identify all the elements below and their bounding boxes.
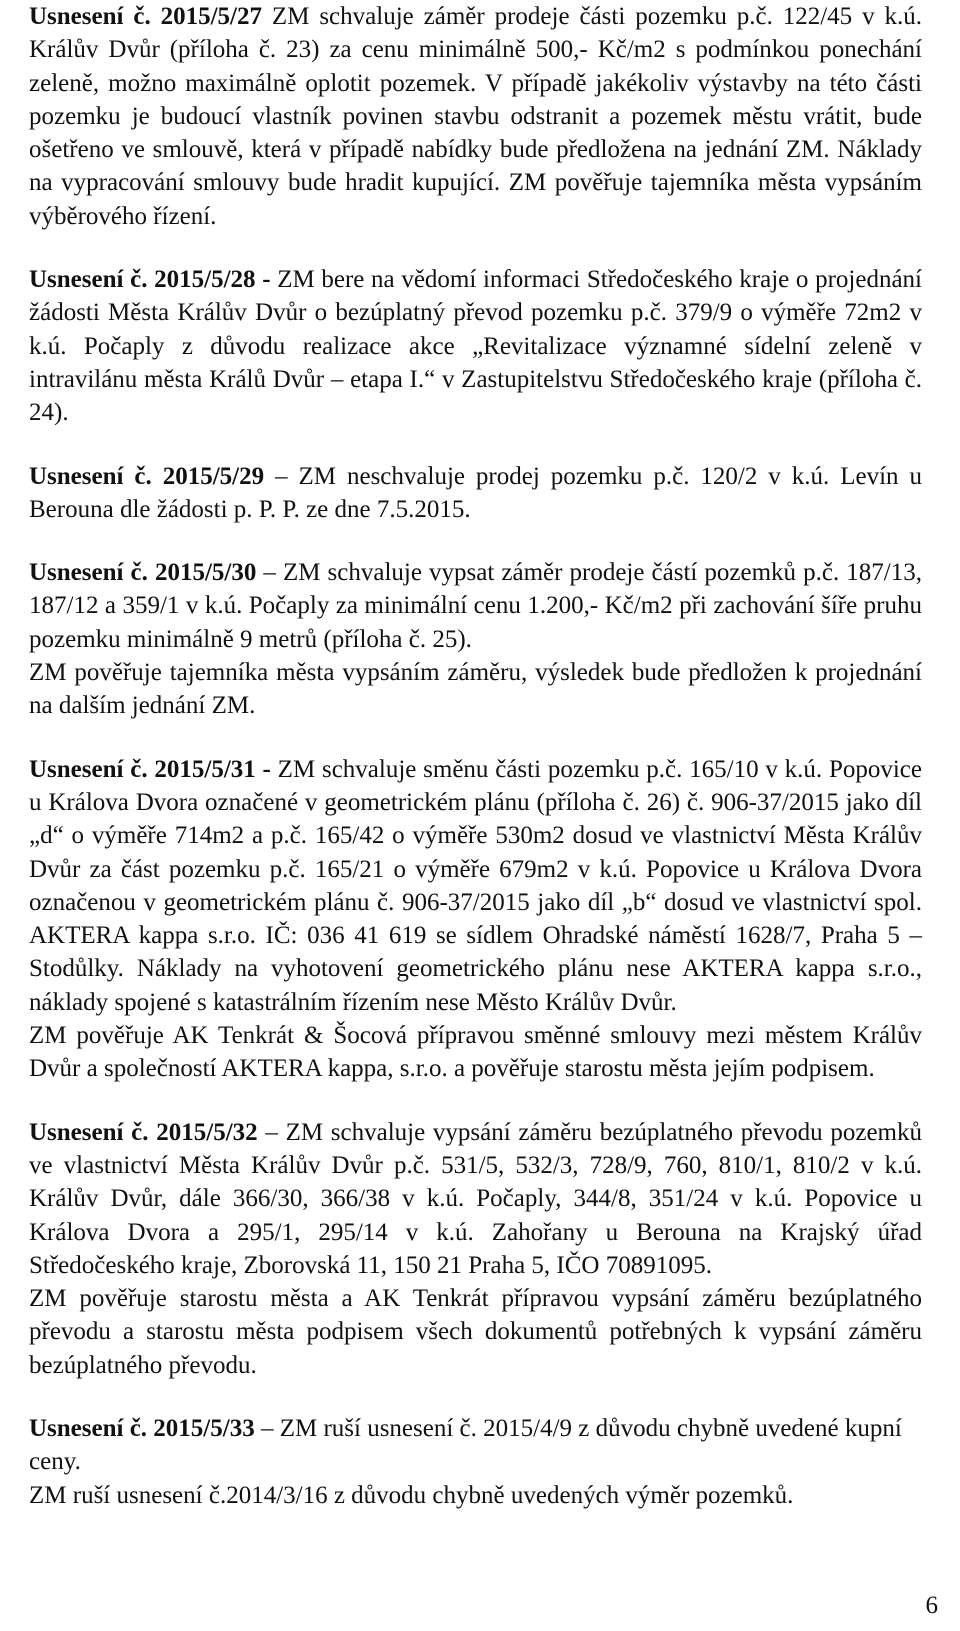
resolution-paragraph: ZM pověřuje starostu města a AK Tenkrát přípravou vypsání záměru bezúplatného převodu a starostu města podpisem všech dokumentů potřebných k vypsání záměru bezúplatného převodu. [29, 1285, 922, 1379]
resolution-text: – ZM schvaluje vypsání záměru bezúplatného převodu pozemků ve vlastnictví Města Králův Dvůr p.č. 531/5, 532/3, 728/9, 760, 810/1, 810/2 v k.ú. Králův Dvůr, dále 366/30, 366/38 v k.ú. Počaply, 344/8, 351/24 v k.ú. Popovice u Králova Dvora a 295/1, 295/14 v k.ú. Zahořany u Berouna na Krajský úřad Středočeského kraje, Zborovská 11, 150 21 Praha 5, IČO 70891095. [29, 1118, 922, 1279]
resolution-label: Usnesení č. 2015/5/32 [29, 1118, 258, 1146]
resolution-label: Usnesení č. 2015/5/29 [29, 462, 265, 490]
resolution-2015-5-32 [29, 1116, 922, 1382]
page-number: 6 [925, 1592, 938, 1619]
resolution-2015-5-28 [29, 263, 922, 429]
resolution-text: ZM schvaluje směnu části pozemku p.č. 165/10 v k.ú. Popovice u Králova Dvora označené v geometrickém plánu (příloha č. 26) č. 906-37/2015 jako díl „d“ o výměře 714m2 a p.č. 165/42 o výměře 530m2 dosud ve vlastnictví Města Králův Dvůr za část pozemku p.č. 165/21 o výměře 679m2 v k.ú. Popovice u Králova Dvora označenou v geometrickém plánu č. 906-37/2015 jako díl „b“ dosud ve vlastnictví spol. AKTERA kappa s.r.o. IČ: 036 41 619 se sídlem Ohradské náměstí 1628/7, Praha 5 – Stodůlky. Náklady na vyhotovení geometrického plánu nese AKTERA kappa s.r.o., náklady spojené s katastrálním řízením nese Město Králův Dvůr. [29, 755, 922, 1016]
resolution-text: – ZM schvaluje vypsat záměr prodeje částí pozemků p.č. 187/13, 187/12 a 359/1 v k.ú. Počaply za minimální cenu 1.200,- Kč/m2 při zachování šíře pruhu pozemku minimálně 9 metrů (příloha č. 25). [29, 559, 922, 653]
resolution-label: Usnesení č. 2015/5/27 [29, 3, 263, 30]
resolution-label: Usnesení č. 2015/5/30 [29, 559, 257, 587]
resolution-2015-5-27 [29, 0, 922, 233]
document-body [29, 0, 922, 1512]
resolution-label: Usnesení č. 2015/5/31 - [29, 755, 271, 783]
resolution-paragraph [29, 1116, 922, 1282]
resolution-paragraph: ZM pověřuje tajemníka města vypsáním záměru, výsledek bude předložen k projednání na dalším jednání ZM. [29, 659, 922, 720]
resolution-paragraph [29, 263, 922, 429]
resolution-text: – ZM ruší usnesení č. 2015/4/9 z důvodu chybně uvedené kupní ceny. [29, 1414, 902, 1476]
resolution-2015-5-31 [29, 753, 922, 1086]
resolution-text: ZM schvaluje záměr prodeje části pozemku p.č. 122/45 v k.ú. Králův Dvůr (příloha č. 23) za cenu minimálně 500,- Kč/m2 s podmínkou ponechání zeleně, možno maximálně oplotit pozemek. V případě jakékoliv výstavby na této části pozemku je budoucí vlastník povinen stavbu odstranit a pozemek městu vrátit, bude ošetřeno ve smlouvě, která v případě nabídky bude předložena na jednání ZM. Náklady na vypracování smlouvy bude hradit kupující. ZM pověřuje tajemníka města vypsáním výběrového řízení. [29, 3, 922, 230]
resolution-label: Usnesení č. 2015/5/28 - [29, 266, 271, 294]
resolution-paragraph [29, 753, 922, 1019]
resolution-paragraph [29, 0, 922, 233]
resolution-paragraph: ZM pověřuje AK Tenkrát & Šocová přípravou směnné smlouvy mezi městem Králův Dvůr a společností AKTERA kappa, s.r.o. a pověřuje starostu města jejím podpisem. [29, 1022, 922, 1083]
resolution-label: Usnesení č. 2015/5/33 [29, 1414, 255, 1442]
resolution-paragraph: ZM ruší usnesení č.2014/3/16 z důvodu chybně uvedených výměr pozemků. [29, 1481, 794, 1509]
resolution-paragraph [29, 1412, 922, 1479]
resolution-text: – ZM neschvaluje prodej pozemku p.č. 120/2 v k.ú. Levín u Berouna dle žádosti p. P. P. ze dne 7.5.2015. [29, 462, 922, 523]
resolution-text: ZM bere na vědomí informaci Středočeského kraje o projednání žádosti Města Králův Dvůr o bezúplatný převod pozemku p.č. 379/9 o výměře 72m2 v k.ú. Počaply z důvodu realizace akce „Revitalizace významné sídelní zeleně v intravilánu města Králů Dvůr – etapa I.“ v Zastupitelstvu Středočeského kraje (příloha č. 24). [29, 266, 922, 427]
resolution-2015-5-33 [29, 1412, 922, 1512]
resolution-2015-5-30 [29, 556, 922, 722]
resolution-paragraph [29, 460, 922, 527]
resolution-paragraph [29, 556, 922, 656]
resolution-2015-5-29 [29, 460, 922, 527]
